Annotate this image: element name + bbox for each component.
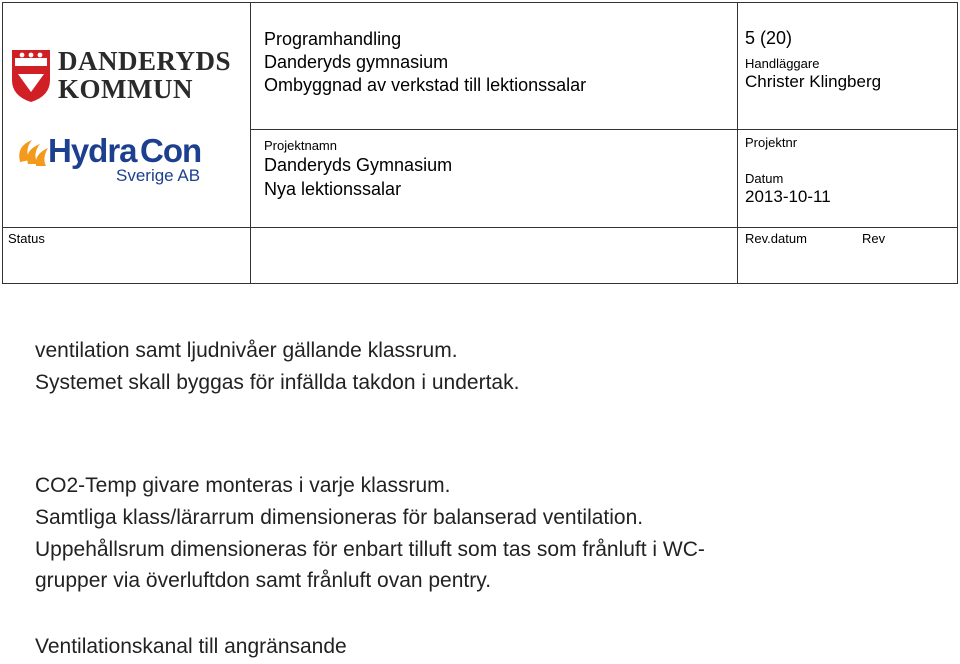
hydracon-name-a: Hydra — [48, 132, 137, 169]
projektnamn-label: Projektnamn — [264, 138, 337, 153]
header-hline-1 — [250, 129, 958, 130]
hydracon-name-b: Con — [140, 132, 202, 169]
rev-label: Rev — [862, 231, 886, 246]
project-description: Ombyggnad av verkstad till lektionssalar — [264, 75, 587, 95]
hydracon-sub: Sverige AB — [116, 166, 201, 185]
danderyd-logo-line1: DANDERYDS — [58, 46, 232, 76]
projektnr-label: Projektnr — [745, 135, 798, 150]
danderyds-kommun-logo — [10, 46, 246, 104]
body-p3-line1: Ventilationskanal till angränsande — [35, 635, 347, 658]
danderyd-logo-line2: KOMMUN — [58, 74, 193, 104]
body-p2-line2: Samtliga klass/lärarrum dimensioneras för balanserad ventilation. — [35, 506, 644, 529]
header-divider-left — [250, 2, 251, 284]
projektnamn-line1: Danderyds Gymnasium — [264, 155, 453, 175]
datum-label: Datum — [745, 171, 784, 186]
status-label: Status — [8, 231, 45, 246]
hydracon-logo — [14, 132, 214, 192]
doc-type: Programhandling — [264, 29, 402, 49]
body-p2-line4: grupper via överluftdon samt frånluft ovan pentry. — [35, 569, 492, 592]
datum-value: 2013-10-11 — [745, 187, 831, 206]
header-hline-2 — [2, 227, 958, 228]
school-name: Danderyds gymnasium — [264, 52, 449, 72]
page-number: 5 (20) — [745, 28, 793, 48]
handlaggare-value: Christer Klingberg — [745, 72, 882, 91]
revdatum-label: Rev.datum — [745, 231, 807, 246]
body-p1-line2: Systemet skall byggas för infällda takdon i undertak. — [35, 371, 520, 394]
projektnamn-line2: Nya lektionssalar — [264, 179, 402, 199]
body-p1-line1: ventilation samt ljudnivåer gällande klassrum. — [35, 339, 458, 362]
header-divider-right — [737, 2, 738, 284]
handlaggare-label: Handläggare — [745, 56, 820, 71]
body-p2-line3: Uppehållsrum dimensioneras för enbart tilluft som tas som frånluft i WC- — [35, 538, 705, 561]
body-p2-line1: CO2-Temp givare monteras i varje klassrum. — [35, 474, 451, 497]
